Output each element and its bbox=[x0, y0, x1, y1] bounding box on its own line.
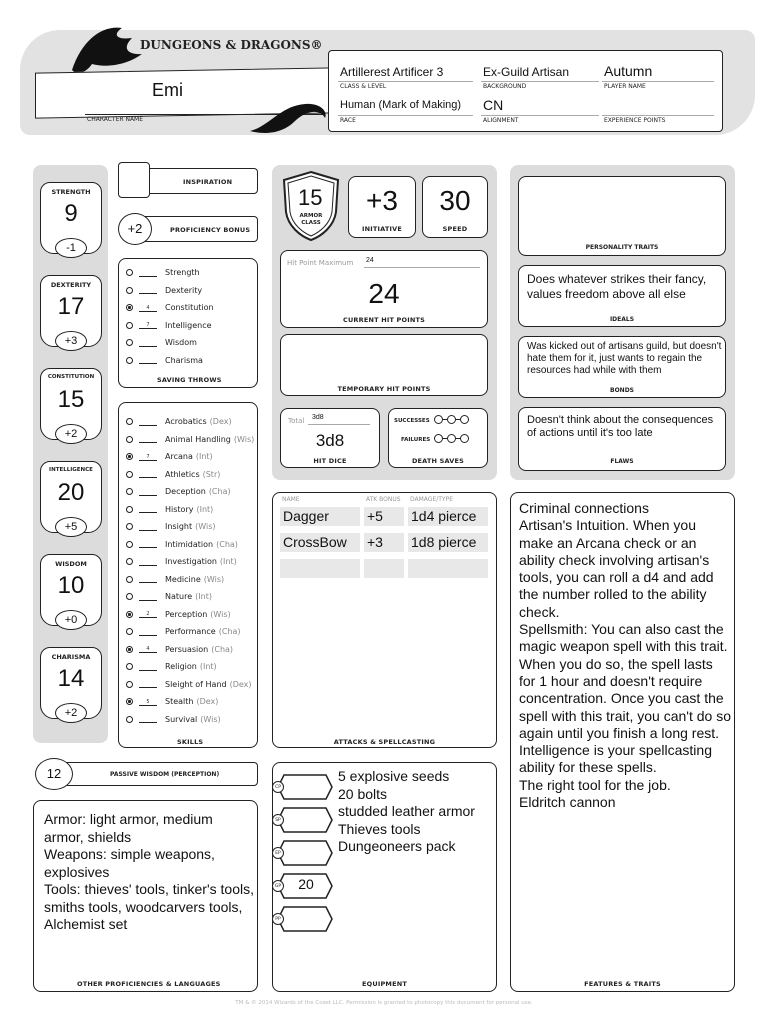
attacks-col-damage: DAMAGE/TYPE bbox=[410, 496, 453, 503]
attacks-col-bonus: ATK BONUS bbox=[366, 496, 401, 503]
skill-attribute: (Str) bbox=[202, 469, 221, 479]
skill-deception[interactable] bbox=[126, 483, 231, 500]
skill-modifier[interactable] bbox=[139, 523, 157, 531]
ability-name: INTELLIGENCE bbox=[49, 467, 93, 473]
proficiency-bubble[interactable] bbox=[126, 453, 133, 460]
skill-name: Medicine bbox=[165, 574, 201, 584]
skill-nature[interactable] bbox=[126, 588, 212, 605]
current-hp-value[interactable]: 24 bbox=[368, 278, 400, 309]
saving-throw-dexterity[interactable] bbox=[126, 282, 202, 299]
attack-name-cell[interactable]: Dagger bbox=[280, 507, 360, 526]
attacks-label: ATTACKS & SPELLCASTING bbox=[333, 738, 436, 746]
hit-dice-label: HIT DICE bbox=[313, 457, 347, 465]
coin-ep[interactable] bbox=[276, 839, 334, 867]
skill-name: Animal Handling bbox=[165, 434, 231, 444]
proficiency-bubble[interactable] bbox=[126, 576, 133, 583]
skill-modifier[interactable] bbox=[139, 558, 157, 566]
proficiency-bubble[interactable] bbox=[126, 339, 133, 346]
passive-wisdom-label: PASSIVE WISDOM (PERCEPTION) bbox=[110, 771, 220, 778]
ability-modifier[interactable]: +2 bbox=[55, 424, 87, 444]
success-bubbles[interactable] bbox=[434, 415, 469, 424]
skill-attribute: (Wis) bbox=[233, 434, 255, 444]
proficiency-bubble[interactable] bbox=[126, 471, 133, 478]
hit-dice-total-value[interactable]: 3d8 bbox=[312, 414, 324, 421]
skill-attribute: (Cha) bbox=[218, 627, 241, 636]
armor-class-value[interactable]: 15 bbox=[298, 185, 323, 210]
saving-throw-charisma[interactable] bbox=[126, 352, 203, 369]
ability-name: CONSTITUTION bbox=[47, 374, 95, 380]
attack-damage-cell[interactable]: 1d4 pierce bbox=[408, 507, 488, 526]
skill-modifier[interactable] bbox=[139, 418, 157, 426]
proficiency-bubble[interactable] bbox=[126, 663, 133, 670]
scroll-tail-icon bbox=[250, 96, 330, 136]
coin-label: EP bbox=[272, 847, 284, 859]
save-modifier[interactable]: 7 bbox=[139, 321, 157, 329]
character-name-label: CHARACTER NAME bbox=[87, 116, 144, 123]
proficiency-bubble[interactable] bbox=[126, 304, 133, 311]
skill-modifier[interactable] bbox=[139, 470, 157, 478]
class-level-label: CLASS & LEVEL bbox=[340, 83, 387, 90]
proficiency-bubble[interactable] bbox=[126, 322, 133, 329]
equipment-text[interactable]: 5 explosive seeds 20 bolts studded leather armor Thieves tools Dungeoneers pack bbox=[338, 768, 475, 854]
coin-value[interactable]: 20 bbox=[298, 876, 314, 892]
alignment-label: ALIGNMENT bbox=[483, 117, 519, 124]
features-text[interactable]: Criminal connections Artisan's Intuition. When you make an Arcana check or an ability check involving artisan's tools, you can roll a d4 and add the number rolled to the ability check. Spellsmith: You can also cast the magic weapon spell with this trait. When you do so, the spell lasts for 1 hour and doesn't require concentration. Once you cast the spell with this trait, you can't do so again until you finish a long rest. Intelligence is your spellcasting ability for these spells. The right tool for the job. Eldritch cannon bbox=[519, 500, 731, 811]
attack-damage-cell[interactable]: 1d8 pierce bbox=[408, 533, 488, 552]
passive-wisdom-value: 12 bbox=[46, 766, 62, 781]
death-saves-label: DEATH SAVES bbox=[411, 457, 465, 465]
skill-medicine[interactable] bbox=[126, 571, 224, 588]
experience-line[interactable] bbox=[602, 115, 714, 116]
skill-attribute: (Wis) bbox=[200, 714, 221, 724]
save-name: Strength bbox=[165, 268, 200, 277]
proficiency-bubble[interactable] bbox=[126, 593, 133, 600]
skill-attribute: (Cha) bbox=[208, 487, 231, 496]
ideals-text[interactable]: Does whatever strikes their fancy, values freedom above all else bbox=[527, 272, 707, 301]
coin-frame-icon bbox=[276, 806, 334, 834]
inspiration-label: INSPIRATION bbox=[183, 178, 233, 186]
race-value[interactable]: Human (Mark of Making) bbox=[340, 99, 462, 111]
success-bubble-2[interactable] bbox=[447, 415, 456, 424]
skill-name: Performance bbox=[165, 627, 216, 636]
skill-history[interactable] bbox=[126, 501, 213, 518]
coin-label: GP bbox=[272, 880, 284, 892]
skill-modifier[interactable] bbox=[139, 663, 157, 671]
proficiency-bubble[interactable] bbox=[126, 488, 133, 495]
skill-modifier[interactable] bbox=[139, 505, 157, 513]
skill-athletics[interactable] bbox=[126, 466, 220, 483]
proficiency-bubble[interactable] bbox=[126, 698, 133, 705]
ability-wisdom bbox=[40, 554, 102, 634]
background-label: BACKGROUND bbox=[483, 83, 527, 90]
ability-charisma bbox=[40, 647, 102, 727]
background-line bbox=[481, 81, 599, 82]
skill-modifier[interactable]: 2 bbox=[139, 610, 157, 618]
save-modifier[interactable] bbox=[139, 339, 157, 347]
skill-name: Investigation bbox=[165, 557, 217, 566]
attack-name-cell[interactable] bbox=[280, 559, 360, 578]
saving-throw-constitution[interactable] bbox=[126, 299, 214, 316]
footer-copyright: TM & © 2014 Wizards of the Coast LLC. Permission is granted to photocopy this document for personal use. bbox=[235, 1000, 533, 1006]
coin-label: PP bbox=[272, 913, 284, 925]
coin-frame-icon bbox=[276, 773, 334, 801]
attack-bonus-cell[interactable]: +3 bbox=[364, 533, 404, 552]
saving-throws-label: SAVING THROWS bbox=[157, 376, 222, 384]
ability-score[interactable]: 14 bbox=[57, 665, 85, 692]
race-line bbox=[338, 115, 473, 116]
skill-modifier[interactable]: 4 bbox=[139, 645, 157, 653]
alignment-value[interactable]: CN bbox=[483, 97, 504, 113]
flaws-text[interactable]: Doesn't think about the consequences of actions until it's too late bbox=[527, 414, 714, 439]
skill-persuasion[interactable] bbox=[126, 641, 233, 658]
coin-gp[interactable] bbox=[276, 872, 334, 900]
skill-name: Athletics bbox=[165, 469, 200, 479]
saving-throw-wisdom[interactable] bbox=[126, 334, 197, 351]
skill-arcana[interactable] bbox=[126, 448, 213, 465]
ability-constitution bbox=[40, 368, 102, 448]
ability-modifier[interactable]: +3 bbox=[55, 331, 87, 351]
attacks-col-name: NAME bbox=[282, 496, 300, 503]
failure-bubble-1[interactable] bbox=[434, 434, 443, 443]
proficiency-bubble[interactable] bbox=[126, 523, 133, 530]
success-bubble-1[interactable] bbox=[434, 415, 443, 424]
skill-name: Acrobatics bbox=[165, 417, 207, 426]
class-level-value[interactable]: Artillerest Artificer 3 bbox=[340, 65, 444, 79]
coin-cp[interactable] bbox=[276, 773, 334, 801]
hp-max-value[interactable]: 24 bbox=[366, 257, 374, 264]
coin-frame-icon bbox=[276, 905, 334, 933]
skill-name: Survival bbox=[165, 714, 198, 724]
bonds-text[interactable]: Was kicked out of artisans guild, but doesn't hate them for it, just wants to regain the resources had while with them bbox=[527, 341, 722, 376]
ability-score[interactable]: 17 bbox=[57, 293, 85, 320]
proficiency-bubble[interactable] bbox=[126, 646, 133, 653]
header bbox=[20, 18, 755, 143]
failures-label: FAILURES bbox=[401, 437, 431, 443]
background-value[interactable]: Ex-Guild Artisan bbox=[483, 65, 570, 79]
save-modifier[interactable]: 4 bbox=[139, 304, 157, 312]
failure-bubbles[interactable] bbox=[434, 434, 469, 443]
experience-label: EXPERIENCE POINTS bbox=[604, 117, 666, 124]
temp-hp-label: TEMPORARY HIT POINTS bbox=[337, 385, 431, 393]
skill-modifier[interactable]: 5 bbox=[139, 698, 157, 706]
save-name: Wisdom bbox=[165, 338, 197, 347]
skill-name: Arcana bbox=[165, 452, 193, 461]
proficiency-bubble[interactable] bbox=[126, 436, 133, 443]
skill-modifier[interactable] bbox=[139, 435, 157, 443]
coin-sp[interactable] bbox=[276, 806, 334, 834]
skill-attribute: (Int) bbox=[195, 452, 213, 461]
skill-perception[interactable] bbox=[126, 606, 231, 623]
flaws-label: FLAWS bbox=[610, 458, 634, 465]
ideals-label: IDEALS bbox=[609, 316, 635, 323]
skill-name: Intimidation bbox=[165, 539, 214, 549]
logo-text: DUNGEONS & DRAGONS® bbox=[140, 38, 323, 52]
proficiency-bubble[interactable] bbox=[126, 506, 133, 513]
skill-investigation[interactable] bbox=[126, 553, 237, 570]
ability-name: WISDOM bbox=[55, 560, 87, 568]
character-name-value[interactable]: Emi bbox=[152, 80, 183, 100]
armor-class-label: ARMOR CLASS bbox=[299, 213, 323, 226]
proficiency-bubble[interactable] bbox=[126, 269, 133, 276]
save-name: Charisma bbox=[165, 355, 203, 365]
speed-label: SPEED bbox=[442, 225, 468, 233]
skill-modifier[interactable] bbox=[139, 680, 157, 688]
skill-attribute: (Int) bbox=[219, 557, 237, 566]
skill-attribute: (Wis) bbox=[195, 522, 216, 531]
proficiency-value: +2 bbox=[127, 221, 143, 236]
skill-modifier[interactable]: 7 bbox=[139, 453, 157, 461]
skill-acrobatics[interactable] bbox=[126, 413, 232, 430]
skill-modifier[interactable] bbox=[139, 575, 157, 583]
skill-attribute: (Wis) bbox=[203, 574, 225, 584]
ability-modifier[interactable]: +5 bbox=[55, 517, 87, 537]
skill-survival[interactable] bbox=[126, 711, 221, 728]
features-label: FEATURES & TRAITS bbox=[584, 980, 661, 988]
equipment-label: EQUIPMENT bbox=[361, 980, 407, 988]
skill-name: Insight bbox=[165, 522, 193, 531]
skill-insight[interactable] bbox=[126, 518, 215, 535]
bonds-label: BONDS bbox=[610, 387, 634, 394]
ability-intelligence bbox=[40, 461, 102, 541]
dragon-logo-icon bbox=[62, 20, 152, 78]
ability-score[interactable]: 20 bbox=[57, 479, 85, 506]
coin-frame-icon bbox=[276, 839, 334, 867]
skill-attribute: (Wis) bbox=[210, 609, 231, 619]
attack-bonus-cell[interactable]: +5 bbox=[364, 507, 404, 526]
success-bubble-3[interactable] bbox=[460, 415, 469, 424]
skill-modifier[interactable] bbox=[139, 593, 157, 601]
skill-modifier[interactable] bbox=[139, 715, 157, 723]
ability-score[interactable]: 15 bbox=[57, 386, 85, 413]
save-modifier[interactable] bbox=[139, 269, 157, 277]
attack-damage-cell[interactable] bbox=[408, 559, 488, 578]
skill-attribute: (Int) bbox=[199, 662, 217, 671]
player-name-label: PLAYER NAME bbox=[604, 83, 646, 90]
coin-label: CP bbox=[272, 781, 284, 793]
ability-strength bbox=[40, 182, 102, 262]
saving-throw-strength[interactable] bbox=[126, 264, 200, 281]
attack-name-cell[interactable]: CrossBow bbox=[280, 533, 360, 552]
skill-sleight-of-hand[interactable] bbox=[126, 676, 252, 693]
save-modifier[interactable] bbox=[139, 356, 157, 364]
proficiency-bubble[interactable] bbox=[126, 357, 133, 364]
proficiencies-label: OTHER PROFICIENCIES & LANGUAGES bbox=[77, 980, 221, 988]
skills-label: SKILLS bbox=[177, 738, 204, 746]
ability-modifier[interactable]: -1 bbox=[55, 238, 87, 258]
skill-name: Deception bbox=[165, 487, 206, 496]
coin-label: SP bbox=[272, 814, 284, 826]
proficiency-bubble[interactable] bbox=[126, 716, 133, 723]
proficiency-circle[interactable] bbox=[118, 213, 152, 245]
skill-name: History bbox=[165, 504, 194, 514]
skill-performance[interactable] bbox=[126, 623, 241, 640]
proficiency-bubble[interactable] bbox=[126, 418, 133, 425]
proficiency-bubble[interactable] bbox=[126, 558, 133, 565]
passive-wisdom-circle[interactable] bbox=[35, 758, 73, 790]
skill-attribute: (Int) bbox=[195, 592, 212, 601]
save-modifier[interactable] bbox=[139, 286, 157, 294]
personality-traits-label: PERSONALITY TRAITS bbox=[585, 244, 659, 251]
proficiency-label: PROFICIENCY BONUS bbox=[170, 226, 251, 234]
skill-name: Religion bbox=[165, 662, 197, 671]
ability-dexterity bbox=[40, 275, 102, 355]
skill-attribute: (Cha) bbox=[211, 644, 234, 654]
ability-name: CHARISMA bbox=[51, 653, 91, 661]
skill-modifier[interactable] bbox=[139, 540, 157, 548]
skill-attribute: (Int) bbox=[196, 504, 214, 514]
ability-name: STRENGTH bbox=[51, 188, 91, 196]
save-name: Intelligence bbox=[165, 320, 212, 330]
attacks-box bbox=[272, 492, 497, 748]
proficiency-bubble[interactable] bbox=[126, 628, 133, 635]
hit-dice-total-label: Total bbox=[288, 417, 305, 425]
skill-animal-handling[interactable] bbox=[126, 431, 254, 448]
save-name: Constitution bbox=[165, 303, 214, 312]
skill-name: Sleight of Hand bbox=[165, 679, 227, 689]
player-name-value[interactable]: Autumn bbox=[604, 63, 653, 79]
skill-stealth[interactable] bbox=[126, 693, 218, 710]
speed-value[interactable]: 30 bbox=[439, 185, 471, 216]
hp-max-label: Hit Point Maximum bbox=[287, 259, 354, 267]
current-hp-label: CURRENT HIT POINTS bbox=[342, 316, 426, 324]
alignment-line bbox=[481, 115, 599, 116]
skill-attribute: (Cha) bbox=[216, 539, 238, 549]
failure-bubble-2[interactable] bbox=[447, 434, 456, 443]
skill-name: Persuasion bbox=[165, 644, 209, 654]
successes-label: SUCCESSES bbox=[394, 418, 430, 424]
coin-pp[interactable] bbox=[276, 905, 334, 933]
skill-modifier[interactable] bbox=[139, 628, 157, 636]
skill-intimidation[interactable] bbox=[126, 536, 238, 553]
class-level-line bbox=[338, 81, 473, 82]
skill-attribute: (Dex) bbox=[229, 679, 252, 689]
proficiency-bubble[interactable] bbox=[126, 287, 133, 294]
race-label: RACE bbox=[340, 117, 356, 124]
skill-name: Stealth bbox=[165, 697, 194, 706]
skill-attribute: (Dex) bbox=[196, 697, 219, 706]
initiative-value[interactable]: +3 bbox=[366, 185, 398, 216]
inspiration-checkbox[interactable] bbox=[118, 162, 150, 198]
failure-bubble-3[interactable] bbox=[460, 434, 469, 443]
skill-name: Nature bbox=[165, 592, 193, 601]
skill-attribute: (Dex) bbox=[209, 417, 232, 426]
ability-name: DEXTERITY bbox=[50, 281, 92, 289]
save-name: Dexterity bbox=[165, 285, 203, 295]
proficiencies-text[interactable]: Armor: light armor, medium armor, shields Weapons: simple weapons, explosives Tools: thieves' tools, tinker's tools, smiths tools, woodcarvers tools, Alchemist set bbox=[44, 811, 254, 932]
hp-max-line bbox=[364, 267, 480, 268]
proficiency-bubble[interactable] bbox=[126, 611, 133, 618]
ability-modifier[interactable]: +2 bbox=[55, 703, 87, 723]
proficiency-bubble[interactable] bbox=[126, 681, 133, 688]
skill-religion[interactable] bbox=[126, 658, 217, 675]
skill-name: Perception bbox=[165, 609, 208, 619]
ability-score[interactable]: 10 bbox=[57, 572, 85, 599]
ability-score[interactable]: 9 bbox=[64, 200, 78, 227]
saving-throw-intelligence[interactable] bbox=[126, 317, 212, 334]
hit-dice-total-line bbox=[308, 424, 370, 425]
initiative-label: INITIATIVE bbox=[362, 225, 402, 233]
ability-modifier[interactable]: +0 bbox=[55, 610, 87, 630]
hit-dice-value[interactable]: 3d8 bbox=[315, 431, 345, 450]
player-name-line bbox=[602, 81, 714, 82]
skill-modifier[interactable] bbox=[139, 488, 157, 496]
attack-bonus-cell[interactable] bbox=[364, 559, 404, 578]
proficiency-bubble[interactable] bbox=[126, 541, 133, 548]
